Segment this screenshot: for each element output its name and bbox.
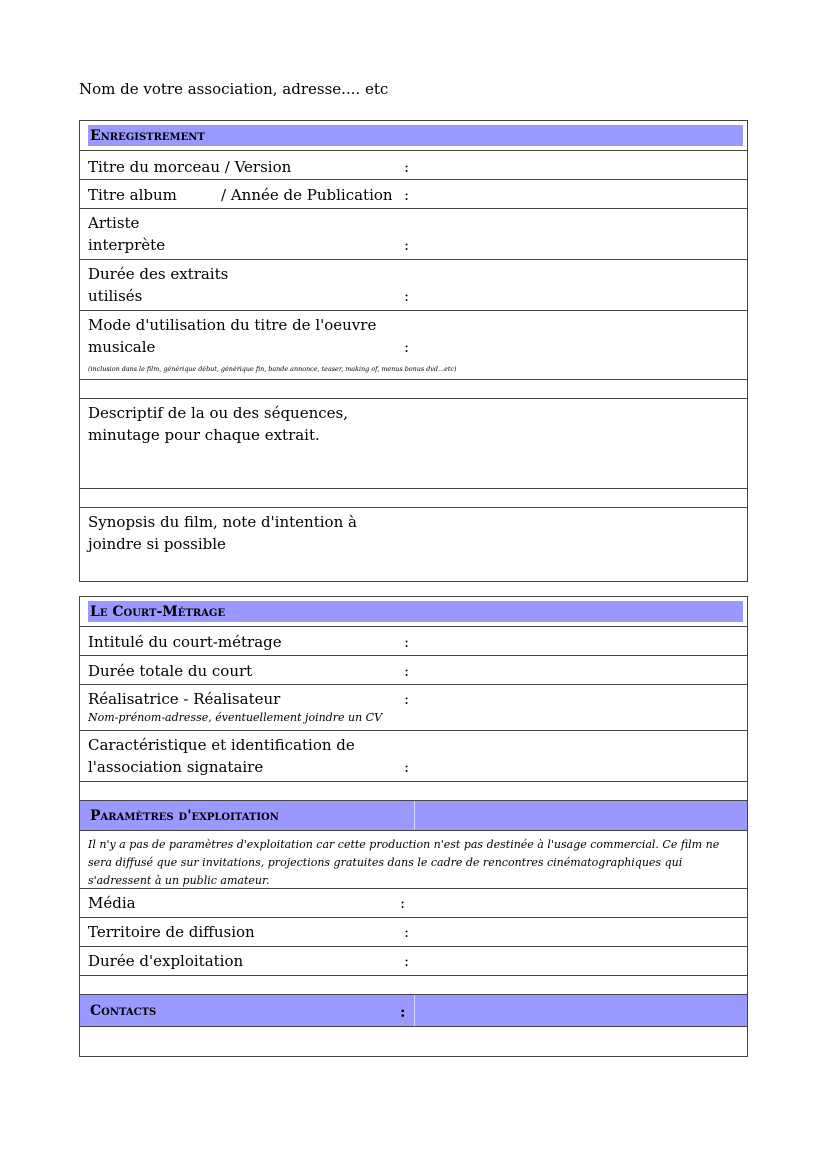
row-artiste xyxy=(80,209,747,260)
colon: : xyxy=(404,338,410,356)
label-association-signataire: l'association signataire xyxy=(88,758,264,776)
contacts-row xyxy=(80,1027,747,1056)
row-realisateur xyxy=(80,685,747,731)
header-association: Nom de votre association, adresse.... etc xyxy=(79,80,389,98)
spacer-row xyxy=(80,976,747,995)
label-intitule: Intitulé du court-métrage xyxy=(88,633,282,651)
row-duree-totale xyxy=(80,656,747,685)
colon: : xyxy=(400,1003,406,1021)
row-intitule xyxy=(80,627,747,656)
label-territoire: Territoire de diffusion xyxy=(88,923,255,941)
label-joindre: joindre si possible xyxy=(88,535,226,553)
label-realisateur: Réalisatrice - Réalisateur xyxy=(88,690,281,708)
parametres-header xyxy=(80,801,747,831)
parametres-text: Il n'y a pas de paramètres d'exploitation car cette production n'est pas destinée à l'usage commercial. Ce film ne sera diffusé que sur invitations, projections gratuites dans le cadre de rencontres cinématographiques qui s'adressent à un public amateur. xyxy=(88,838,720,887)
row-descriptif xyxy=(80,399,747,489)
label-utilises: utilisés xyxy=(88,287,143,305)
colon: : xyxy=(404,186,410,204)
label-annee-publication: / Année de Publication xyxy=(221,186,393,204)
label-titre-morceau: Titre du morceau / Version xyxy=(88,158,292,176)
row-duree-exploitation xyxy=(80,947,747,976)
colon: : xyxy=(404,690,410,708)
row-titre-morceau xyxy=(80,151,747,180)
colon: : xyxy=(404,158,410,176)
court-metrage-header xyxy=(80,597,747,627)
label-synopsis: Synopsis du film, note d'intention à xyxy=(88,513,357,531)
row-titre-album xyxy=(80,180,747,209)
colon: : xyxy=(404,952,410,970)
label-musicale: musicale xyxy=(88,338,156,356)
enregistrement-table xyxy=(79,120,748,582)
label-titre-album: Titre album xyxy=(88,186,177,204)
spacer-row xyxy=(80,782,747,801)
label-interprete: interprète xyxy=(88,236,166,254)
label-mode-utilisation: Mode d'utilisation du titre de l'oeuvre xyxy=(88,316,377,334)
spacer-row xyxy=(80,380,747,399)
enregistrement-header xyxy=(80,121,747,151)
colon: : xyxy=(404,287,410,305)
row-duree-extraits xyxy=(80,260,747,311)
label-descriptif: Descriptif de la ou des séquences, xyxy=(88,404,348,422)
label-minutage: minutage pour chaque extrait. xyxy=(88,426,320,444)
label-duree-totale: Durée totale du court xyxy=(88,662,253,680)
court-metrage-table xyxy=(79,596,748,1057)
contacts-header xyxy=(80,995,747,1027)
row-territoire xyxy=(80,918,747,947)
label-duree-extraits: Durée des extraits xyxy=(88,265,229,283)
court-metrage-title: Le Court-Métrage xyxy=(90,604,226,620)
colon: : xyxy=(404,633,410,651)
row-caracteristique xyxy=(80,731,747,782)
label-media: Média xyxy=(88,894,136,912)
realisateur-note: Nom-prénom-adresse, éventuellement joindre un CV xyxy=(88,711,383,724)
label-artiste: Artiste xyxy=(88,214,140,232)
contacts-title: Contacts xyxy=(90,1003,157,1019)
label-caracteristique: Caractéristique et identification de xyxy=(88,736,355,754)
colon: : xyxy=(400,894,406,912)
colon: : xyxy=(404,662,410,680)
row-parametres-text xyxy=(80,831,747,889)
spacer-row xyxy=(80,489,747,508)
row-media xyxy=(80,889,747,918)
colon: : xyxy=(404,923,410,941)
enregistrement-title: Enregistrement xyxy=(90,128,205,144)
row-synopsis xyxy=(80,508,747,581)
colon: : xyxy=(404,236,410,254)
mode-utilisation-note: (inclusion dans le film, générique début, générique fin, bande annonce, teaser, making of, menus bonus dvd...etc) xyxy=(88,365,457,373)
row-mode-utilisation xyxy=(80,311,747,380)
colon: : xyxy=(404,758,410,776)
label-duree-exploitation: Durée d'exploitation xyxy=(88,952,244,970)
parametres-title: Paramètres d'exploitation xyxy=(90,808,279,824)
